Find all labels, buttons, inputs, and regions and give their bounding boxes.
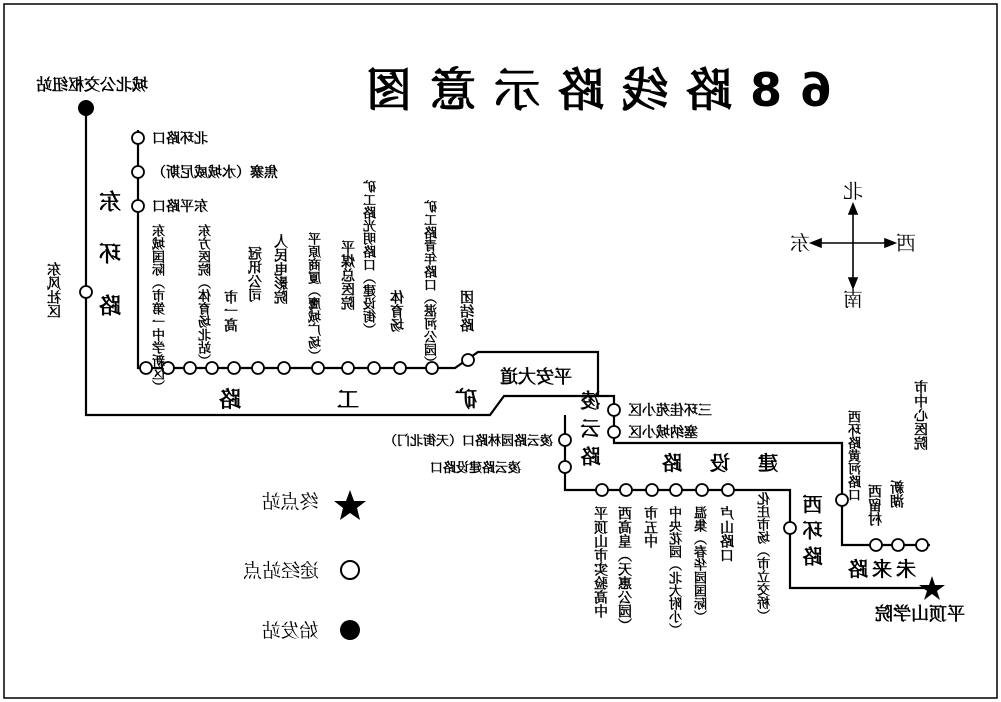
station-marker (608, 426, 620, 438)
road-ping-an: 平安大道 (500, 367, 572, 388)
station-label: 平顶山市实验高中 (594, 506, 610, 618)
station-marker (670, 484, 682, 496)
station-marker (559, 434, 571, 446)
legend-terminal-icon (334, 490, 366, 520)
road-ling-yun: 凌云路 (580, 390, 604, 474)
station-marker (252, 362, 264, 374)
station-marker (184, 362, 196, 374)
station-label: 矿工路光明路口（建设街） (364, 180, 379, 336)
station-marker (342, 362, 354, 374)
station-label: 焦寨（水城威尼斯） (152, 165, 278, 181)
station-marker (80, 286, 92, 298)
station-marker (368, 362, 380, 374)
station-label: 三环佳苑小区 (628, 403, 712, 419)
compass-south: 南 (843, 287, 863, 311)
station-label: 市五中 (644, 506, 660, 548)
legend-origin-icon (340, 620, 360, 640)
compass-north: 北 (843, 179, 863, 203)
road-gong-lu: 矿工路 (122, 388, 478, 413)
station-label: 市中心医院 (914, 380, 930, 450)
station-label: 西留村 (868, 484, 884, 526)
legend-transit-label: 途经站点 (242, 560, 319, 582)
station-label: 凌云路建设路口 (430, 461, 522, 476)
station-marker (278, 362, 290, 374)
station-marker (696, 484, 708, 496)
station-marker (916, 539, 928, 551)
station-marker (596, 484, 608, 496)
station-marker (608, 404, 620, 416)
station-label: 团结路 (460, 290, 476, 332)
station-label: 北环路口 (152, 131, 208, 147)
compass-arrow-east (811, 239, 821, 247)
station-label: 体育场 (390, 290, 406, 332)
compass (811, 204, 895, 288)
station-label: 市一高 (224, 290, 240, 332)
station-label: 西环路黄河路口 (849, 410, 864, 501)
station-marker (132, 132, 144, 144)
station-marker (870, 539, 882, 551)
station-marker (132, 166, 144, 178)
legend (242, 490, 366, 642)
compass-west: 西 (896, 231, 916, 255)
station-label: 塞纳城小区 (628, 425, 698, 441)
compass-arrow-west (885, 239, 895, 247)
station-label: 东方医院（体育场北站） (199, 224, 214, 367)
station-label: 中央花园（北大附小） (670, 506, 685, 636)
station-label: 平原商厦（鹰城广场） (309, 232, 324, 362)
station-marker (646, 484, 658, 496)
station-label: 西高皇（天惠公园） (618, 506, 634, 632)
legend-transit-icon (341, 561, 359, 579)
station-marker (892, 539, 904, 551)
station-labels (46, 130, 930, 636)
legend-origin-label: 始发站 (261, 620, 319, 642)
station-label: 化庄市场（市立交桥） (758, 492, 773, 622)
station-label: 平煤总医院 (341, 240, 357, 310)
station-label: 人民电影院 (274, 234, 290, 304)
station-marker (132, 200, 144, 212)
origin-marker (78, 100, 94, 116)
station-marker (620, 484, 632, 496)
station-marker (722, 484, 734, 496)
start-station-label: 城北公交枢纽站 (35, 75, 149, 94)
road-jian-she: 建设路 (634, 451, 778, 475)
station-marker (228, 362, 240, 374)
station-label: 东平路口 (152, 199, 208, 215)
station-label: 卢山路口 (720, 506, 736, 562)
map-title: 68路线路示意图 (347, 63, 833, 117)
station-label: 凌云路园林路口（天街北门） (384, 434, 554, 449)
station-marker (836, 494, 848, 506)
station-marker (394, 362, 406, 374)
station-marker (312, 362, 324, 374)
road-xi-huan: 西环路 (802, 494, 826, 572)
end-station-label: 平顶山学院 (875, 604, 965, 625)
road-dong-huan: 东环路 (99, 190, 125, 346)
station-label: 东城国际（市第一中学新区） (153, 224, 168, 393)
station-label: 东风社区 (47, 262, 63, 318)
station-label: 新湖 (890, 480, 906, 508)
legend-terminal-label: 终点站 (261, 491, 319, 513)
station-marker (784, 522, 796, 534)
compass-arrow-north (849, 204, 857, 214)
station-label: 冠讯公司 (248, 246, 264, 302)
station-marker (462, 354, 474, 366)
station-label: 矿工路青年路口（湛河公园） (425, 200, 440, 369)
station-label: 温集（春华园国际） (695, 506, 710, 623)
compass-east: 东 (790, 231, 810, 255)
station-marker (140, 362, 152, 374)
road-wei-lai: 未来路 (844, 557, 916, 581)
station-marker (559, 461, 571, 473)
